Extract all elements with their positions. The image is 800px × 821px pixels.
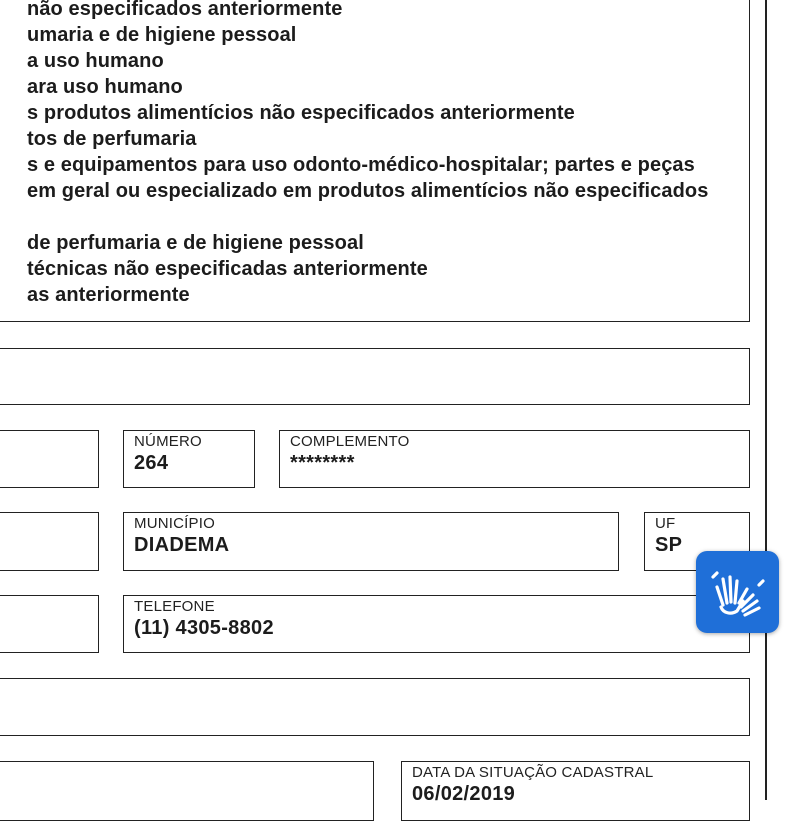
data-situacao-field (401, 761, 750, 821)
sign-language-button[interactable] (696, 551, 779, 633)
logradouro-field (0, 430, 99, 488)
uf-label: UF (655, 515, 676, 532)
activity-line: as anteriormente (27, 284, 190, 306)
municipio-label: MUNICÍPIO (134, 515, 215, 532)
blank-field-1 (0, 348, 750, 405)
activity-line: tos de perfumaria (27, 128, 197, 150)
activity-line: técnicas não especificadas anteriormente (27, 258, 428, 280)
data-situacao-label: DATA DA SITUAÇÃO CADASTRAL (412, 764, 654, 781)
complemento-label: COMPLEMENTO (290, 433, 410, 450)
activity-line: não especificados anteriormente (27, 0, 343, 20)
numero-label: NÚMERO (134, 433, 202, 450)
activity-line: s e equipamentos para uso odonto-médico-hospitalar; partes e peças (27, 154, 695, 176)
telefone-label: TELEFONE (134, 598, 215, 615)
municipio-field (123, 512, 619, 571)
activities-list (27, 0, 767, 308)
activity-line: umaria e de higiene pessoal (27, 24, 297, 46)
activity-line: em geral ou especializado em produtos alimentícios não especificados (27, 180, 709, 202)
activity-line: ara uso humano (27, 76, 183, 98)
uf-value: SP (655, 534, 683, 556)
numero-value: 264 (134, 452, 169, 474)
blank-field-2 (0, 678, 750, 736)
complemento-value: ******** (290, 452, 355, 474)
numero-field (123, 430, 255, 488)
sign-language-icon (709, 565, 767, 619)
activity-line (27, 204, 767, 230)
activity-line: a uso humano (27, 50, 164, 72)
secondary-activities-box (0, 0, 750, 322)
activity-line: s produtos alimentícios não especificados anteriormente (27, 102, 575, 124)
situacao-cadastral-field (0, 761, 374, 821)
municipio-value: DIADEMA (134, 534, 230, 556)
data-situacao-value: 06/02/2019 (412, 783, 516, 805)
activity-line: de perfumaria e de higiene pessoal (27, 232, 364, 254)
cep-field (0, 512, 99, 571)
complemento-field (279, 430, 750, 488)
telefone-value: (11) 4305-8802 (134, 617, 274, 639)
telefone-field (123, 595, 750, 653)
email-field (0, 595, 99, 653)
